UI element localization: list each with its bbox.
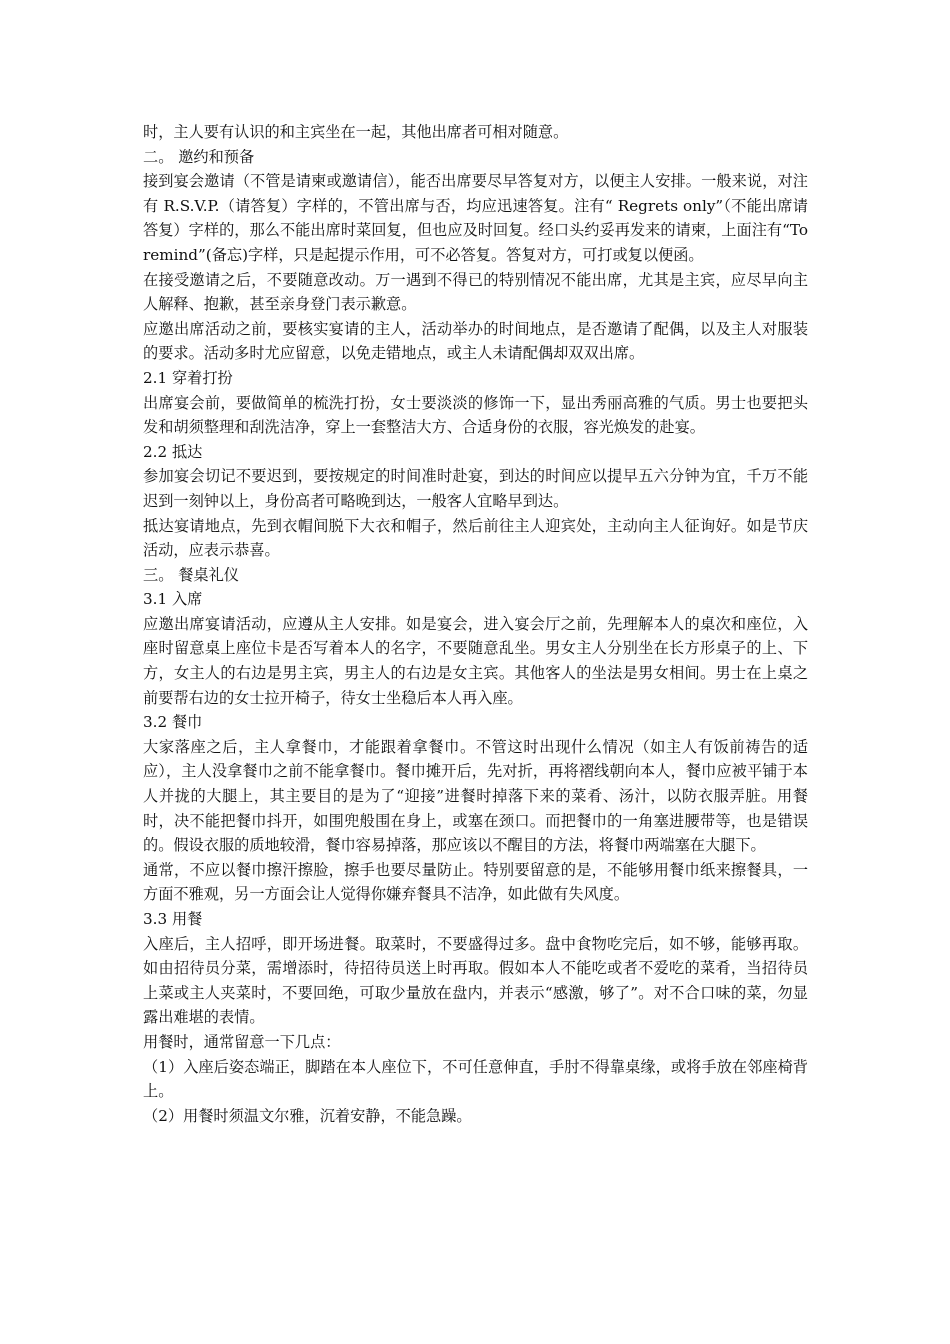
paragraph-arrival-greeting: 抵达宴请地点，先到衣帽间脱下大衣和帽子，然后前往主人迎宾处，主动向主人征询好。如是节庆活动，应表示恭喜。 xyxy=(143,516,808,560)
heading-seating: 3.1 入席 xyxy=(143,590,203,609)
heading-napkin: 3.2 餐巾 xyxy=(143,713,203,732)
document-page xyxy=(143,120,808,1128)
paragraph-dining-notes-intro: 用餐时，通常留意一下几点： xyxy=(143,1032,341,1051)
paragraph-napkin: 大家落座之后，主人拿餐巾，才能跟着拿餐巾。不管这时出现什么情况（如主人有饭前祷告的适应），主人没拿餐巾之前不能拿餐巾。餐巾摊开后，先对折，再将褶线朝向本人，餐巾应被平铺于本人并拢的大腿上，其主要目的是为了“迎接”进餐时掉落下来的菜肴、汤汁，以防衣服弄脏。用餐时，决不能把餐巾抖开，如围兜般围在身上，或塞在颈口。而把餐巾的一角塞进腰带等，也是错误的。假设衣服的质地较滑，餐巾容易掉落，那应该以不醒目的方法，将餐巾两端塞在大腿下。 xyxy=(143,737,808,855)
paragraph-no-changes: 在接受邀请之后，不要随意改动。万一遇到不得已的特别情况不能出席，尤其是主宾，应尽早向主人解释、抱歉，甚至亲身登门表示歉意。 xyxy=(143,270,808,314)
heading-table-manners: 三。 餐桌礼仪 xyxy=(143,565,239,584)
paragraph-napkin-usage: 通常，不应以餐巾擦汗擦脸，擦手也要尽量防止。特别要留意的是，不能够用餐巾纸来擦餐具，一方面不雅观，另一方面会让人觉得你嫌弃餐具不洁净，如此做有失风度。 xyxy=(143,860,808,904)
heading-dining: 3.3 用餐 xyxy=(143,910,203,928)
paragraph-dining: 入座后，主人招呼，即开场进餐。取菜时，不要盛得过多。盘中食物吃完后，如不够，能够再取。如由招待员分菜，需增添时，待招待员送上时再取。假如本人不能吃或者不爱吃的菜肴，当招待员上菜或主人夹菜时，不要回绝，可取少量放在盘内，并表示“感激，够了”。对不合口味的菜，勿显露出难堪的表情。 xyxy=(143,934,808,1027)
list-item-manners: （2）用餐时须温文尔雅，沉着安静，不能急躁。 xyxy=(143,1106,472,1125)
list-item-posture: （1）入座后姿态端正，脚踏在本人座位下，不可任意伸直，手肘不得靠桌缘，或将手放在邻座椅背上。 xyxy=(143,1057,808,1101)
paragraph-seating-continuation: 时，主人要有认识的和主宾坐在一起，其他出席者可相对随意。 xyxy=(143,123,569,141)
heading-invitation-preparation: 二。 邀约和预备 xyxy=(143,147,255,166)
paragraph-punctuality: 参加宴会切记不要迟到，要按规定的时间准时赴宴，到达的时间应以提早五六分钟为宜，千万不能迟到一刻钟以上，身份高者可略晚到达，一般客人宜略早到达。 xyxy=(143,467,808,510)
paragraph-rsvp: 接到宴会邀请（不管是请柬或邀请信），能否出席要尽早答复对方，以便主人安排。一般来说，对注有 R.S.V.P.（请答复）字样的，不管出席与否，均应迅速答复。注有“ Regrets only”（不能出席请答复）字样的，那么不能出席时菜回复，但也应及时回复。经口头约妥再发来的请柬，上面注有“To remind”(备忘)字样，只是起提示作用，可不必答复。答复对方，可打或复以便函。 xyxy=(143,172,808,264)
paragraph-seating: 应邀出席宴请活动，应遵从主人安排。如是宴会，进入宴会厅之前，先理解本人的桌次和座位，入座时留意桌上座位卡是否写着本人的名字，不要随意乱坐。男女主人分别坐在长方形桌子的上、下方，女主人的右边是男主宾，男主人的右边是女主宾。其他客人的坐法是男女相间。男士在上桌之前要帮右边的女士拉开椅子，待女士坐稳后本人再入座。 xyxy=(143,614,808,707)
heading-arrival: 2.2 抵达 xyxy=(143,442,203,461)
heading-attire: 2.1 穿着打扮 xyxy=(143,368,233,387)
paragraph-attire: 出席宴会前，要做简单的梳洗打扮，女士要淡淡的修饰一下，显出秀丽高雅的气质。男士也要把头发和胡须整理和刮洗洁净，穿上一套整洁大方、合适身份的衣服，容光焕发的赴宴。 xyxy=(143,393,808,437)
paragraph-verify-details: 应邀出席活动之前，要核实宴请的主人，活动举办的时间地点，是否邀请了配偶，以及主人对服装的要求。活动多时尤应留意，以免走错地点，或主人未请配偶却双双出席。 xyxy=(143,319,808,363)
